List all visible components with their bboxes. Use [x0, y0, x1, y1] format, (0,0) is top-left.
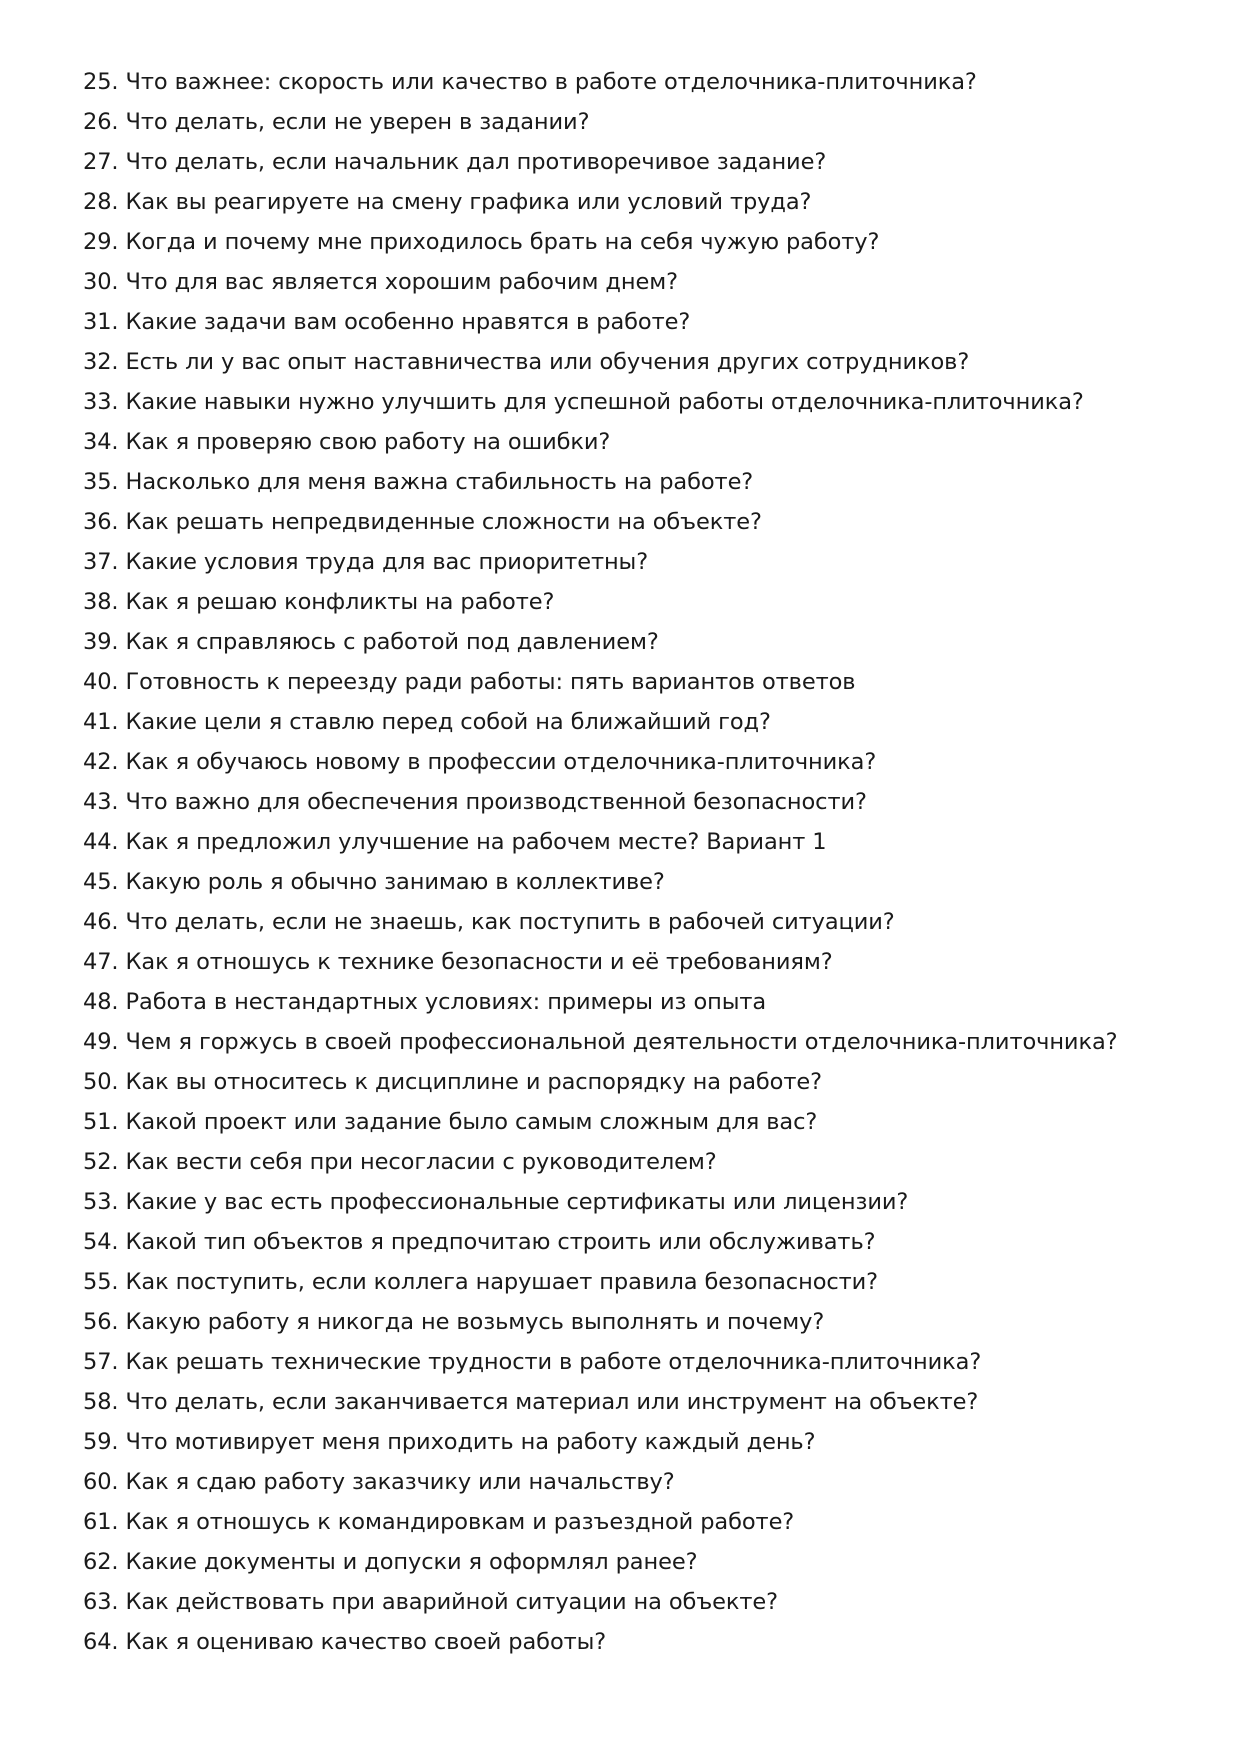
- question-item: 60. Как я сдаю работу заказчику или начальству?: [83, 1469, 675, 1495]
- question-item: 53. Какие у вас есть профессиональные сертификаты или лицензии?: [83, 1189, 909, 1215]
- question-item: 25. Что важнее: скорость или качество в работе отделочника-плиточника?: [83, 69, 977, 95]
- question-item: 39. Как я справляюсь с работой под давлением?: [83, 629, 659, 655]
- question-item: 50. Как вы относитесь к дисциплине и распорядку на работе?: [83, 1069, 822, 1095]
- question-item: 57. Как решать технические трудности в работе отделочника-плиточника?: [83, 1349, 982, 1375]
- question-item: 30. Что для вас является хорошим рабочим днем?: [83, 269, 678, 295]
- question-item: 48. Работа в нестандартных условиях: примеры из опыта: [83, 989, 767, 1015]
- question-item: 56. Какую работу я никогда не возьмусь выполнять и почему?: [83, 1309, 825, 1335]
- question-item: 59. Что мотивирует меня приходить на работу каждый день?: [83, 1429, 816, 1455]
- question-item: 61. Как я отношусь к командировкам и разъездной работе?: [83, 1509, 795, 1535]
- question-item: 36. Как решать непредвиденные сложности на объекте?: [83, 509, 762, 535]
- question-item: 33. Какие навыки нужно улучшить для успешной работы отделочника-плиточника?: [83, 389, 1084, 415]
- question-item: 35. Насколько для меня важна стабильность на работе?: [83, 469, 754, 495]
- question-item: 55. Как поступить, если коллега нарушает правила безопасности?: [83, 1269, 879, 1295]
- question-item: 62. Какие документы и допуски я оформлял ранее?: [83, 1549, 698, 1575]
- question-item: 43. Что важно для обеспечения производственной безопасности?: [83, 789, 867, 815]
- question-item: 54. Какой тип объектов я предпочитаю строить или обслуживать?: [83, 1229, 876, 1255]
- question-item: 64. Как я оцениваю качество своей работы?: [83, 1629, 607, 1655]
- question-item: 26. Что делать, если не уверен в задании?: [83, 109, 590, 135]
- question-item: 27. Что делать, если начальник дал противоречивое задание?: [83, 149, 827, 175]
- question-item: 46. Что делать, если не знаешь, как поступить в рабочей ситуации?: [83, 909, 895, 935]
- question-item: 49. Чем я горжусь в своей профессиональной деятельности отделочника-плиточника?: [83, 1029, 1118, 1055]
- question-item: 63. Как действовать при аварийной ситуации на объекте?: [83, 1589, 778, 1615]
- question-item: 29. Когда и почему мне приходилось брать на себя чужую работу?: [83, 229, 880, 255]
- question-item: 32. Есть ли у вас опыт наставничества или обучения других сотрудников?: [83, 349, 970, 375]
- question-item: 31. Какие задачи вам особенно нравятся в работе?: [83, 309, 691, 335]
- question-item: 28. Как вы реагируете на смену графика или условий труда?: [83, 189, 812, 215]
- question-item: 34. Как я проверяю свою работу на ошибки?: [83, 429, 611, 455]
- question-item: 42. Как я обучаюсь новому в профессии отделочника-плиточника?: [83, 749, 877, 775]
- question-item: 52. Как вести себя при несогласии с руководителем?: [83, 1149, 717, 1175]
- question-item: 47. Как я отношусь к технике безопасности и её требованиям?: [83, 949, 833, 975]
- question-item: 51. Какой проект или задание было самым сложным для вас?: [83, 1109, 818, 1135]
- question-item: 41. Какие цели я ставлю перед собой на ближайший год?: [83, 709, 771, 735]
- question-item: 44. Как я предложил улучшение на рабочем месте? Вариант 1: [83, 829, 827, 855]
- question-item: 58. Что делать, если заканчивается материал или инструмент на объекте?: [83, 1389, 979, 1415]
- question-list: [83, 62, 1203, 1662]
- question-item: 38. Как я решаю конфликты на работе?: [83, 589, 555, 615]
- question-item: 40. Готовность к переезду ради работы: пять вариантов ответов: [83, 669, 856, 695]
- question-item: 45. Какую роль я обычно занимаю в коллективе?: [83, 869, 665, 895]
- question-item: 37. Какие условия труда для вас приоритетны?: [83, 549, 649, 575]
